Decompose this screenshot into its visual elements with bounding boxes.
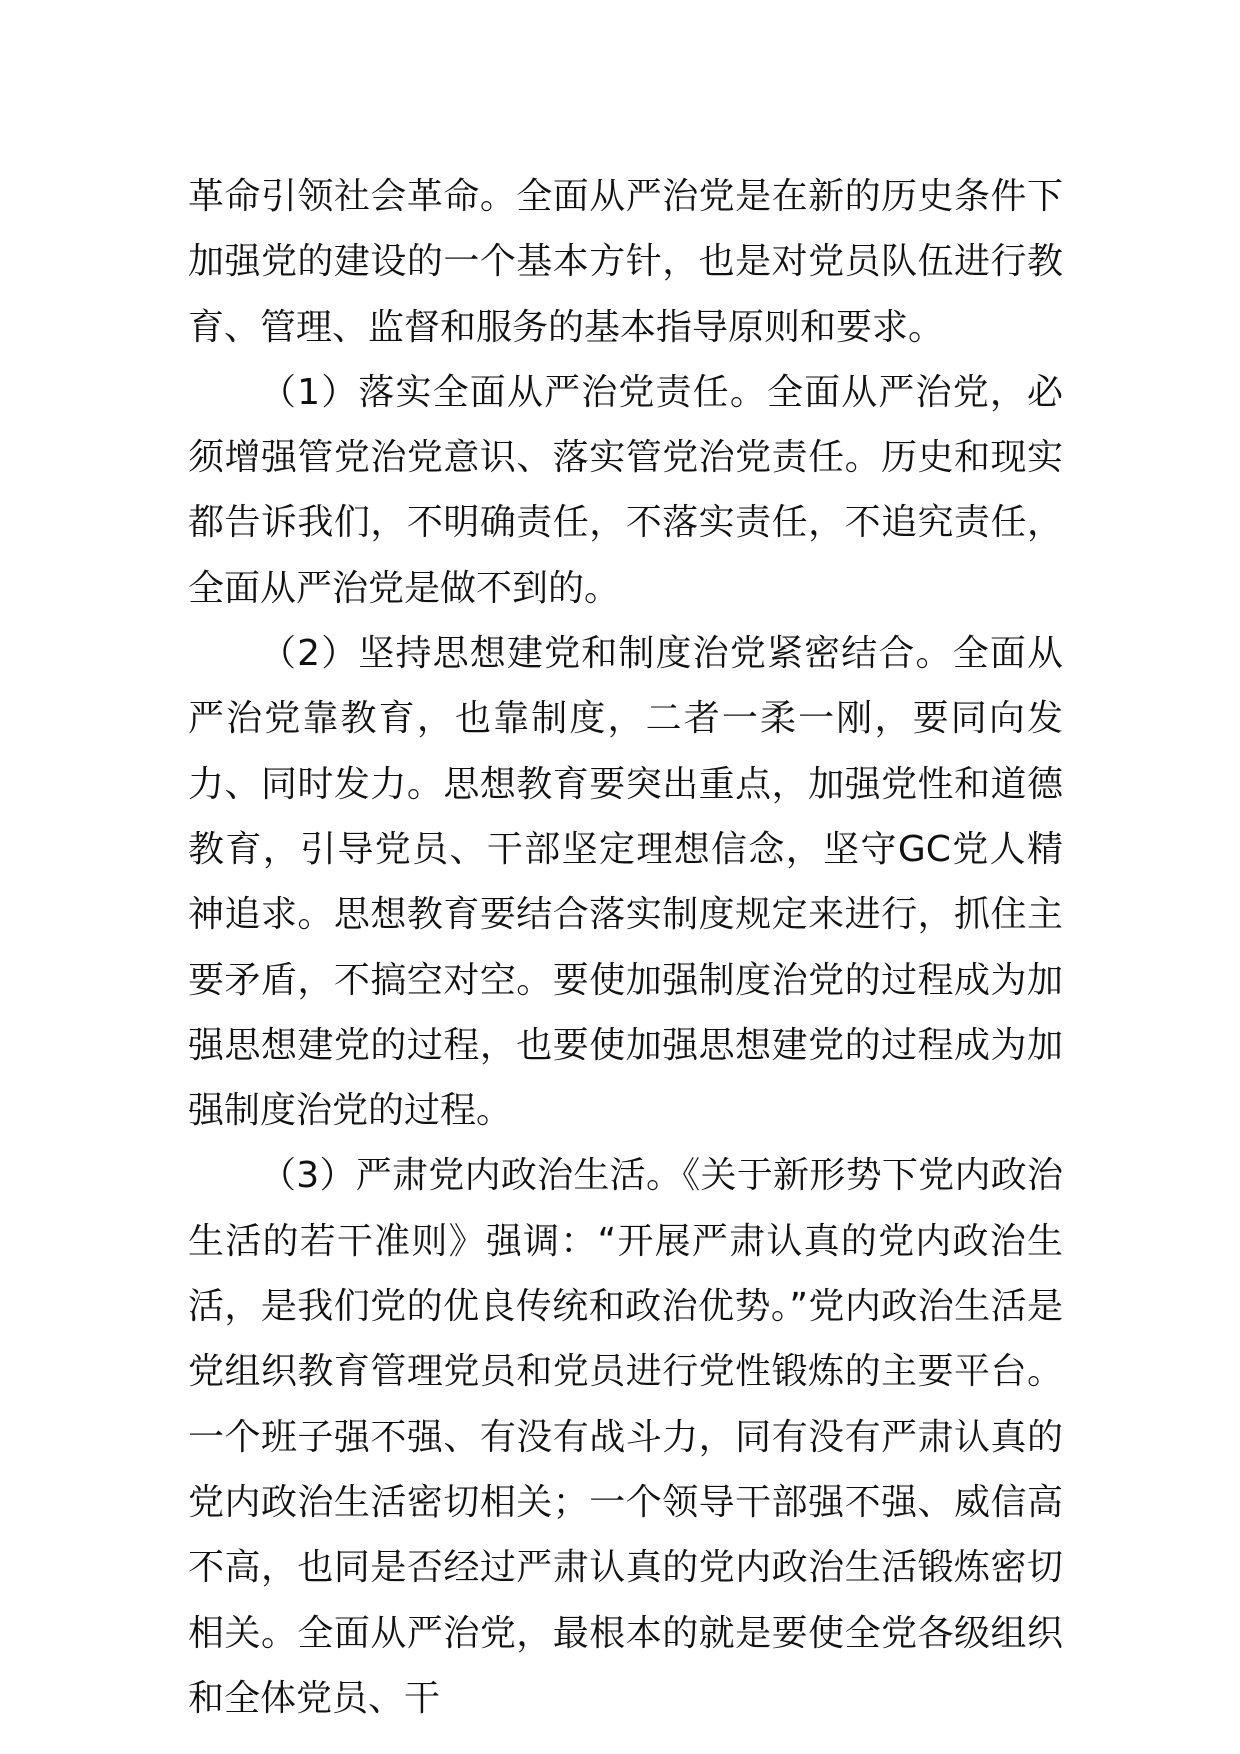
body-text — [188, 164, 1063, 1731]
paragraph-item-3: （3）严肃党内政治生活。《关于新形势下党内政治生活的若干准则》强调：“开展严肃认真的党内政治生活，是我们党的优良传统和政治优势。”党内政治生活是党组织教育管理党员和党员进行党性锻炼的主要平台。一个班子强不强、有没有战斗力，同有没有严肃认真的党内政治生活密切相关；一个领导干部强不强、威信高不高，也同是否经过严肃认真的党内政治生活锻炼密切相关。全面从严治党，最根本的就是要使全党各级组织和全体党员、干 — [188, 1155, 1063, 1719]
paragraph-continuation: 革命引领社会革命。全面从严治党是在新的历史条件下加强党的建设的一个基本方针，也是对党员队伍进行教育、管理、监督和服务的基本指导原则和要求。 — [188, 176, 1063, 348]
paragraph-item-1: （1）落实全面从严治党责任。全面从严治党，必须增强管党治党意识、落实管党治党责任。历史和现实都告诉我们，不明确责任，不落实责任，不追究责任，全面从严治党是做不到的。 — [188, 371, 1063, 609]
paragraph-item-2: （2）坚持思想建党和制度治党紧密结合。全面从严治党靠教育，也靠制度，二者一柔一刚，要同向发力、同时发力。思想教育要突出重点，加强党性和道德教育，引导党员、干部坚定理想信念，坚守GC党人精神追求。思想教育要结合落实制度规定来进行，抓住主要矛盾，不搞空对空。要使加强制度治党的过程成为加强思想建党的过程，也要使加强思想建党的过程成为加强制度治党的过程。 — [188, 633, 1063, 1132]
